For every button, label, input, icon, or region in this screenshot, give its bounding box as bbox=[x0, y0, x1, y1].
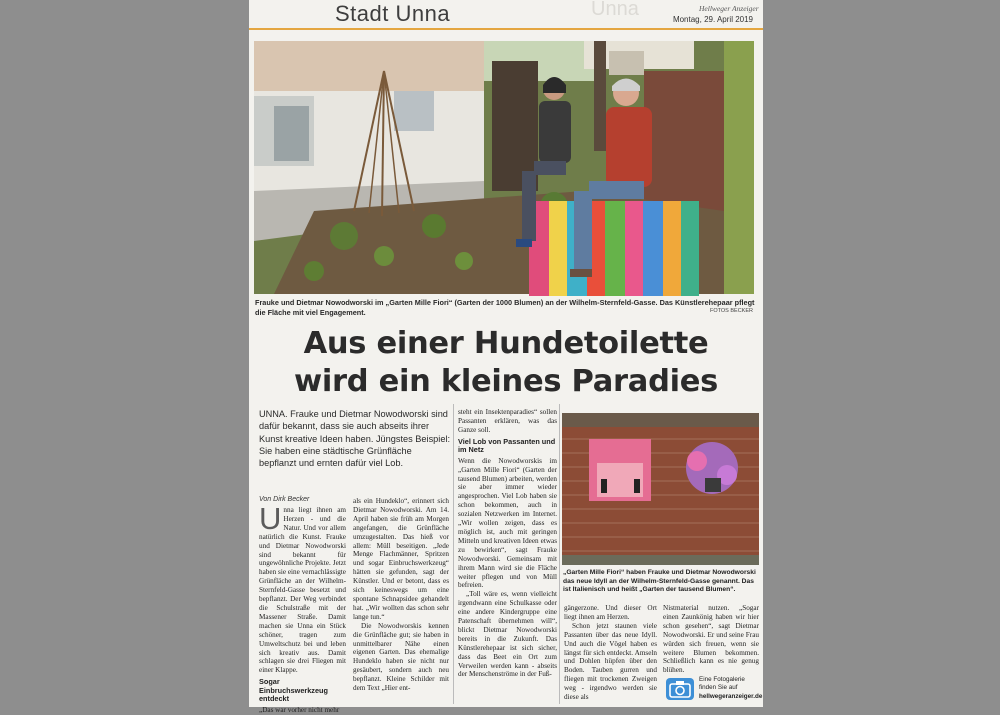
paragraph: nna liegt ihnen am Herzen - und die Natur. Und vor allem natürlich die Kunst. Frauke und Dietmar Nowodworski sind bekannt für ungewöhnliche Projekte. Jetzt haben sie eine vernachlässigte Grünfläche an der Wilhelm-Sternfeld-Gasse besetzt und bepflanzt. Der Weg verbindet die Schulstraße mit der Massener Straße. Damit machen sie Unna ein Stück schöner, tragen zum Umweltschutz bei und leben sich kreativ aus. Damit schlagen sie drei Fliegen mit einer Klappe. bbox=[259, 506, 346, 675]
paragraph: Nistmaterial nutzen. „Sogar einen Zaunkönig haben wir hier schon gesehen“, sagt Dietmar Nowodworski. Er und seine Frau würden sich freuen, wenn sie weitere Blumen bekommen. Schließlich kann es nie genug blühen. bbox=[663, 604, 759, 675]
camera-icon bbox=[666, 678, 694, 700]
promo-text: Eine Fotogalerie finden Sie auf bbox=[699, 676, 745, 691]
byline: Von Dirk Becker bbox=[259, 496, 310, 503]
paragraph: Schon jetzt staunen viele Passanten über das neue Idyll. Und auch die Vögel haben es längst für sich entdeckt. Amseln und Dohlen hüpfen über den Boden. Tauben gurren und fliegen mit trockenen Zweigen weg - irgendwo werden sie diese als bbox=[564, 621, 657, 702]
subheading: Viel Lob von Passanten und im Netz bbox=[458, 436, 556, 455]
newspaper-name: Hellweger Anzeiger bbox=[699, 4, 759, 13]
article-column-5 bbox=[663, 604, 759, 674]
paragraph: Die Nowodworskis kennen die Grünfläche gut; sie haben in unmittelbarer Nähe einen eigenen Garten. Das ehemalige Hundeklo haben sie nicht nur gesäubert, sondern auch neu bepflanzt. Kleine Schilder mit dem Text „Hier ent- bbox=[353, 621, 449, 693]
headline-line-1: Aus einer Hundetoilette bbox=[303, 326, 709, 361]
newspaper-page bbox=[249, 0, 763, 714]
brick-wall-photo-illustration bbox=[562, 413, 759, 565]
paragraph: „Das war vorher nicht mehr bbox=[259, 705, 340, 714]
paragraph: steht ein Insektenparadies“ sollen Passanten erklären, was das Ganze soll. bbox=[458, 408, 557, 434]
secondary-photo-caption: „Garten Mille Fiori“ haben Frauke und Dietmar Nowodworski das neue Idyll an der Wilhelm-Sternfeld-Gasse genannt. Das ist Italienisch und heißt „Garten der tausend Blumen“. bbox=[563, 569, 756, 593]
paragraph: als ein Hundeklo“, erinnert sich Dietmar Nowodworski. Am 14. April haben sie früh am Morgen angefangen, die Grünfläche umzugestalten. Das hieß vor allem: Müll beseitigen. „Jede Menge Flachmänner, Spritzen und sogar Einbruchswerkzeug“ hätten sie gefunden, sagt der Künstler. Und er betont, dass es sich keineswegs um eine spontane Schnapsidee gehandelt hat. „Wir wollten das schon sehr lange tun.“ bbox=[353, 497, 449, 621]
main-photo-caption: Frauke und Dietmar Nowodworski im „Garten Mille Fiori“ (Garten der 1000 Blumen) an der Wilhelm-Sternfeld-Gasse. Das Künstlerehepaar pflegt die Fläche mit viel Engagement. bbox=[255, 298, 755, 317]
subheading: Sogar Einbruchswerkzeug entdeckt bbox=[259, 677, 328, 704]
article-column-2 bbox=[353, 497, 449, 707]
paragraph: gängerzone. Und dieser Ort liegt ihnen am Herzen. bbox=[564, 604, 657, 621]
paragraph: „Toll wäre es, wenn vielleicht irgendwann eine Schulkasse oder eine andere Kindergruppe eine Patenschaft übernehmen will“, blickt Dietmar Nowodworski bereits in die Zukunft. Das Künstlerehepaar ist sich sicher, dass das Beet ein Ort zum Verweilen werden kann - abseits der Menschenströme in der Fuß- bbox=[458, 590, 557, 679]
header-rule bbox=[249, 28, 763, 30]
section-title: Stadt Unna bbox=[335, 1, 451, 26]
photo-credit: FOTOS BECKER bbox=[710, 308, 753, 314]
article-column-3 bbox=[458, 408, 557, 707]
headline-line-2: wird ein kleines Paradies bbox=[293, 364, 718, 399]
column-rule bbox=[453, 404, 454, 704]
paragraph: Wenn die Nowodworskis im „Garten Mille Fiori“ (Garten der tausend Blumen) arbeiten, werden sie aber immer wieder angesprochen. Viel Lob haben sie schon bekommen, auch in sozialen Netzwerken im Internet. „Wir wollen zeigen, dass es möglich ist, auch mit geringen Mitteln und kreativen Ideen etwas zu bewirken“, sagt Frauke Nowodworski. Gemeinsam mit ihrem Mann wird sie die Fläche weiter pflegen und von Müll befreien. bbox=[458, 456, 557, 590]
promo-link[interactable]: hellwegeranzeiger.de bbox=[699, 693, 763, 700]
article-column-4 bbox=[564, 604, 657, 707]
photo-gallery-promo[interactable] bbox=[663, 675, 763, 705]
column-rule bbox=[559, 404, 560, 704]
issue-date: Montag, 29. April 2019 bbox=[672, 15, 753, 24]
bleed-through-text: Unna bbox=[591, 0, 639, 20]
lead-paragraph: UNNA. Frauke und Dietmar Nowodworski sind dafür bekannt, dass sie auch abseits ihrer Kunst kreative Ideen haben. Jüngstes Beispiel: Sie haben eine städtische Grünfläche bepflanzt und ernten dafür viel Lob. bbox=[259, 409, 451, 469]
headline bbox=[249, 325, 763, 401]
garden-photo-illustration bbox=[254, 41, 754, 294]
main-photo bbox=[254, 41, 754, 294]
article-column-1 bbox=[259, 501, 346, 714]
secondary-photo bbox=[562, 413, 759, 565]
drop-cap: U bbox=[259, 501, 282, 536]
